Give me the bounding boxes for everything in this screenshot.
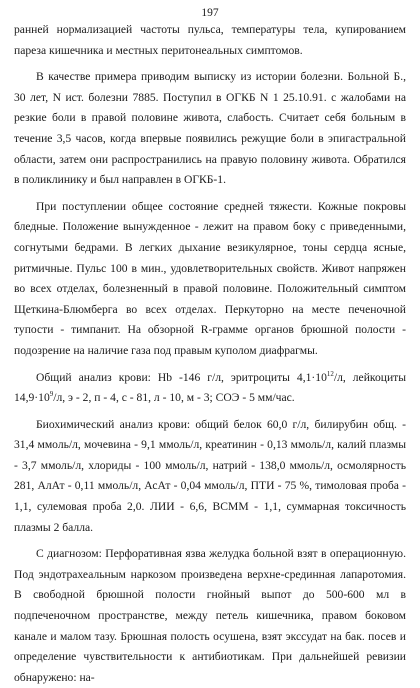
page-number: 197 [201, 7, 219, 19]
paragraph-biochemistry: Биохимический анализ крови: общий белок 60,0 г/л, билирубин общ. - 31,4 ммоль/л, мочевина - 9,1 ммоль/л, креатинин - 0,13 ммоль/л, калий плазмы - 3,7 ммоль/л, хлориды - 100 ммоль/л, натрий - 138,0 ммоль/л, осмолярность 281, АлАт - 0,11 ммоль/л, АсАт - 0,04 ммоль/л, ПТИ - 75 %, тимоловая проба - 1,1, сулемовая проба 2,0. ЛИИ - 6,6, ВСММ - 1,1, суммарная токсичность плазмы 2 балла. [14, 417, 406, 534]
paragraph-continuation: ранней нормализацией частоты пульса, температуры тела, купированием пареза кишечника и местных перитонеальных симптомов. [14, 23, 406, 57]
blood-test-text-c: /л, э - 2, п - 4, с - 81, л - 10, м - 3; СОЭ - 5 мм/час. [53, 391, 295, 405]
leukocyte-exponent: 9 [49, 390, 54, 399]
erythrocyte-exponent: 12 [326, 369, 334, 378]
paragraph-admission-status: При поступлении общее состояние средней тяжести. Кожные покровы бледные. Положение вынужденное - лежит на правом боку с приведенными, согнутыми бедрами. В легких дыхание везикулярное, тоны сердца ясные, ритмичные. Пульс 100 в мин., удовлетворительных свойств. Живот напряжен во всех отделах, болезненный в правой половине. Положительный симптом Щеткина-Блюмберга во всех отделах. Перкуторно на месте печеночной тупости - тимпанит. На обзорной R-грамме органов брюшной полости - подозрение на наличие газа под правым куполом диафрагмы. [14, 199, 406, 357]
blood-test-text-a: Общий анализ крови: Hb -146 г/л, эритроциты 4,1·10 [36, 370, 327, 384]
blood-test-text-b: /л, лейкоциты 14,9·10 [14, 370, 407, 405]
body-text [14, 20, 406, 688]
paragraph-surgery: С диагнозом: Перфоративная язва желудка больной взят в операционную. Под эндотрахеальным наркозом произведена верхне-срединная лапаротомия. В свободной брюшной полости гнойный выпот до 500-600 мл в подпеченочном пространстве, между петель кишечника, правом боковом канале и малом тазу. Брюшная полость осушена, взят экссудат на бак. посев и определение чувствительности к антибиотикам. При дальнейшей ревизии обнаружено: на- [14, 547, 406, 684]
paragraph-blood-test [14, 368, 406, 409]
paragraph-case-intro: В качестве примера приводим выписку из истории болезни. Больной Б., 30 лет, N ист. болезни 7885. Поступил в ОГКБ N 1 25.10.91. с жалобами на резкие боли в правой половине живота, слабость. Считает себя больным в течение 3,5 часов, когда впервые появились режущие боли в эпигастральной области, затем они распространились на правую половину живота. Обратился в поликлинику и был направлен в ОГКБ-1. [14, 70, 406, 187]
